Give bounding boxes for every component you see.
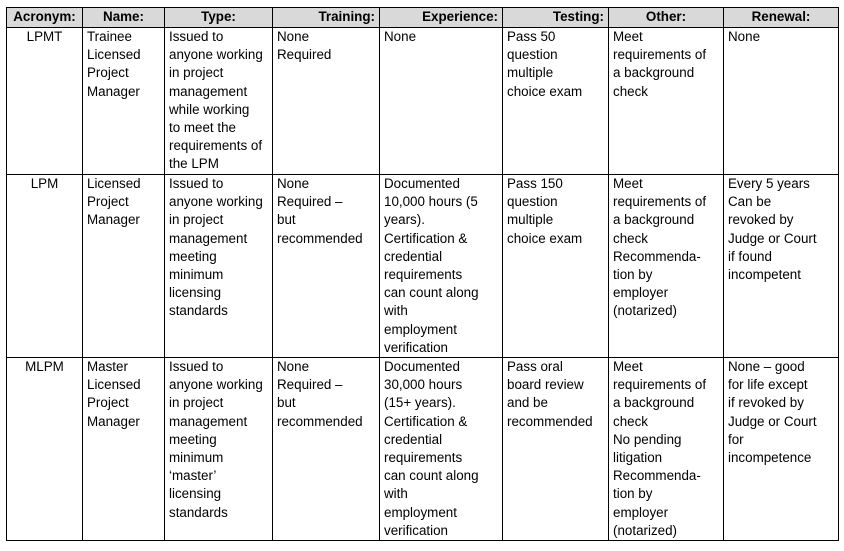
cell-line: Licensed (87, 377, 141, 393)
cell-line: Recommenda- (613, 248, 701, 264)
cell-line: No pending (613, 431, 682, 447)
cell-line: meeting (169, 248, 217, 264)
cell-line: Certification & (384, 413, 468, 429)
training-cell (273, 358, 380, 541)
cell-line: Manager (87, 83, 140, 99)
cell-line: Manager (87, 413, 140, 429)
cell-line: standards (169, 504, 228, 520)
header-acronym: Acronym: (7, 8, 83, 28)
name-cell (83, 358, 165, 541)
cell-line: Judge or Court (728, 413, 817, 429)
cell-line: tion by (613, 267, 653, 283)
cell-line: Recommenda- (613, 468, 701, 484)
cell-line: to meet the (169, 120, 236, 136)
cell-line: Documented (384, 176, 460, 191)
cell-line: Judge or Court (728, 230, 817, 246)
cell-line: employment (384, 321, 457, 337)
cell-line: credential (384, 431, 443, 447)
cell-line: None (277, 176, 310, 191)
training-cell (273, 28, 380, 175)
experience-cell (380, 175, 503, 358)
cell-line: Project (87, 395, 129, 411)
header-name: Name: (83, 8, 165, 28)
cell-line: minimum (169, 450, 224, 466)
cell-line: Meet (613, 29, 643, 44)
cell-line: for (728, 431, 744, 447)
header-training: Training: (273, 8, 380, 28)
cell-line: the LPM (169, 156, 219, 172)
cell-line: a background (613, 212, 695, 228)
cell-line: None (384, 29, 417, 44)
cell-line: but (277, 395, 296, 411)
header-renewal: Renewal: (724, 8, 839, 28)
cell-line: standards (169, 303, 228, 319)
other-cell (609, 358, 724, 541)
cell-line: Pass oral (507, 359, 563, 375)
experience-cell (380, 358, 503, 541)
cell-line: check (613, 230, 648, 246)
cell-line: (notarized) (613, 303, 678, 319)
header-type: Type: (165, 8, 273, 28)
cell-line: management (169, 413, 248, 429)
cell-line: if revoked by (728, 395, 804, 411)
type-cell (165, 175, 273, 358)
cell-line: for life except (728, 377, 808, 393)
cell-line: multiple (507, 65, 554, 81)
cell-line: anyone working (169, 47, 263, 63)
cell-line: a background (613, 395, 695, 411)
cell-line: can count along (384, 468, 479, 484)
cell-line: in project (169, 212, 224, 228)
acronym-cell: LPMT (7, 28, 83, 175)
cell-line: incompetence (728, 450, 812, 466)
cell-line: Pass 150 (507, 176, 563, 191)
cell-line: a background (613, 65, 695, 81)
cell-line: requirements of (613, 377, 707, 393)
cell-line: None – good (728, 359, 805, 375)
cell-line: Required – (277, 194, 343, 210)
cell-line: anyone working (169, 377, 263, 393)
cell-line: verification (384, 339, 449, 355)
cell-line: None (728, 29, 761, 44)
cell-line: but (277, 212, 296, 228)
acronym-cell: LPM (7, 175, 83, 358)
cell-line: (15+ years). (384, 395, 456, 411)
cell-line: credential (384, 248, 443, 264)
cell-line: Issued to (169, 359, 224, 375)
cell-line: board review (507, 377, 584, 393)
header-other: Other: (609, 8, 724, 28)
cell-line: employment (384, 504, 457, 520)
renewal-cell (724, 175, 839, 358)
cell-line: 30,000 hours (384, 377, 463, 393)
cell-line: with (384, 486, 408, 502)
cell-line: Issued to (169, 176, 224, 191)
renewal-cell (724, 28, 839, 175)
cell-line: requirements of (613, 47, 707, 63)
table-row (7, 358, 839, 541)
training-cell (273, 175, 380, 358)
header-testing: Testing: (503, 8, 609, 28)
cell-line: meeting (169, 431, 217, 447)
cell-line: requirements of (169, 138, 263, 154)
cell-line: years). (384, 212, 425, 228)
cell-line: requirements (384, 267, 463, 283)
type-cell (165, 28, 273, 175)
cell-line: Trainee (87, 29, 132, 44)
cell-line: incompetent (728, 267, 801, 283)
cell-line: recommended (277, 413, 363, 429)
cell-line: in project (169, 65, 224, 81)
cell-line: management (169, 83, 248, 99)
cell-line: Required – (277, 377, 343, 393)
cell-line: tion by (613, 486, 653, 502)
cell-line: choice exam (507, 230, 583, 246)
cell-line: revoked by (728, 212, 794, 228)
header-experience: Experience: (380, 8, 503, 28)
cell-line: choice exam (507, 83, 583, 99)
cell-line: while working (169, 101, 250, 117)
name-cell (83, 175, 165, 358)
cell-line: employer (613, 285, 669, 301)
license-table (6, 7, 839, 541)
cell-line: Every 5 years (728, 176, 810, 191)
cell-line: employer (613, 504, 669, 520)
cell-line: if found (728, 248, 772, 264)
other-cell (609, 175, 724, 358)
cell-line: multiple (507, 212, 554, 228)
cell-line: can count along (384, 285, 479, 301)
cell-line: in project (169, 395, 224, 411)
table-row (7, 175, 839, 358)
cell-line: Project (87, 194, 129, 210)
cell-line: Pass 50 (507, 29, 556, 44)
cell-line: Issued to (169, 29, 224, 44)
cell-line: Can be (728, 194, 772, 210)
cell-line: Master (87, 359, 128, 375)
cell-line: Licensed (87, 176, 141, 191)
cell-line: None (277, 29, 310, 44)
cell-line: (notarized) (613, 522, 678, 538)
cell-line: Required (277, 47, 332, 63)
cell-line: management (169, 230, 248, 246)
cell-line: ‘master’ (169, 468, 217, 484)
cell-line: check (613, 413, 648, 429)
cell-line: licensing (169, 486, 222, 502)
cell-line: check (613, 83, 648, 99)
cell-line: Meet (613, 359, 643, 375)
cell-line: verification (384, 522, 449, 538)
cell-line: licensing (169, 285, 222, 301)
experience-cell (380, 28, 503, 175)
cell-line: and be (507, 395, 548, 411)
cell-line: requirements of (613, 194, 707, 210)
cell-line: litigation (613, 450, 663, 466)
cell-line: anyone working (169, 194, 263, 210)
renewal-cell (724, 358, 839, 541)
other-cell (609, 28, 724, 175)
cell-line: minimum (169, 267, 224, 283)
cell-line: recommended (507, 413, 593, 429)
testing-cell (503, 175, 609, 358)
cell-line: question (507, 47, 558, 63)
cell-line: Meet (613, 176, 643, 191)
testing-cell (503, 28, 609, 175)
cell-line: Documented (384, 359, 460, 375)
acronym-cell: MLPM (7, 358, 83, 541)
type-cell (165, 358, 273, 541)
table-row (7, 28, 839, 175)
cell-line: with (384, 303, 408, 319)
header-row (7, 8, 839, 28)
cell-line: None (277, 359, 310, 375)
cell-line: Manager (87, 212, 140, 228)
testing-cell (503, 358, 609, 541)
cell-line: question (507, 194, 558, 210)
cell-line: Licensed (87, 47, 141, 63)
cell-line: requirements (384, 450, 463, 466)
cell-line: 10,000 hours (5 (384, 194, 478, 210)
name-cell (83, 28, 165, 175)
cell-line: Project (87, 65, 129, 81)
cell-line: Certification & (384, 230, 468, 246)
cell-line: recommended (277, 230, 363, 246)
